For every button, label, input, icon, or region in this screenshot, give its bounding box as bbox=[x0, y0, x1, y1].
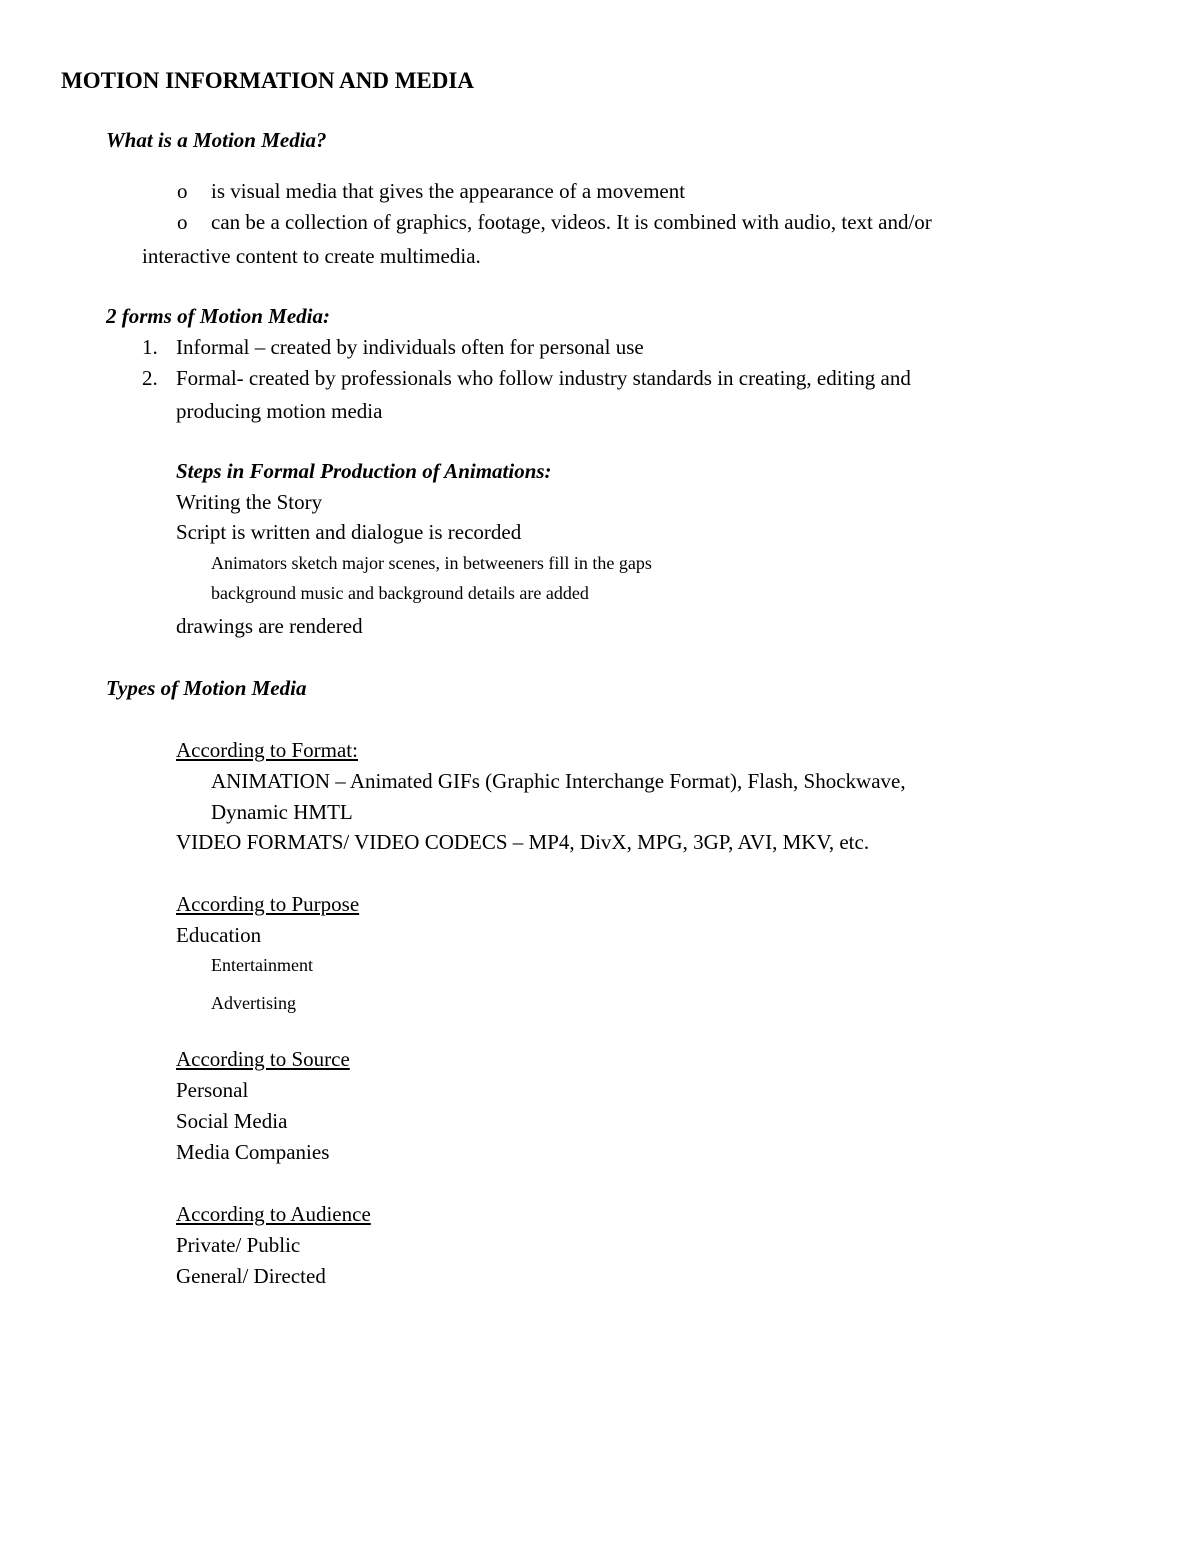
audience-item: General/ Directed bbox=[176, 1264, 326, 1288]
steps-item: drawings are rendered bbox=[176, 614, 363, 638]
forms-heading: 2 forms of Motion Media: bbox=[106, 304, 331, 328]
purpose-item: Entertainment bbox=[211, 955, 313, 975]
document-title: MOTION INFORMATION AND MEDIA bbox=[61, 68, 474, 93]
steps-item: background music and background details are added bbox=[211, 583, 589, 603]
audience-heading: According to Audience bbox=[176, 1202, 371, 1226]
types-heading: Types of Motion Media bbox=[106, 676, 307, 700]
format-animation-line-1: ANIMATION – Animated GIFs (Graphic Interchange Format), Flash, Shockwave, bbox=[211, 769, 906, 793]
list-number: 1. bbox=[142, 335, 158, 359]
bullet-marker: o bbox=[177, 179, 188, 203]
source-heading: According to Source bbox=[176, 1047, 350, 1071]
forms-item-1: Informal – created by individuals often for personal use bbox=[176, 335, 644, 359]
forms-item-2-line-1: Formal- created by professionals who follow industry standards in creating, editing and bbox=[176, 366, 911, 390]
what-is-bullet-2-line-1: can be a collection of graphics, footage, videos. It is combined with audio, text and/or bbox=[211, 210, 932, 234]
steps-item: Script is written and dialogue is recorded bbox=[176, 520, 522, 544]
audience-item: Private/ Public bbox=[176, 1233, 301, 1257]
bullet-marker: o bbox=[177, 210, 188, 234]
format-animation-line-2: Dynamic HMTL bbox=[211, 800, 353, 824]
purpose-heading: According to Purpose bbox=[176, 892, 360, 916]
list-number: 2. bbox=[142, 366, 158, 390]
what-is-heading: What is a Motion Media? bbox=[106, 128, 327, 152]
steps-heading: Steps in Formal Production of Animations: bbox=[176, 459, 552, 483]
source-item: Social Media bbox=[176, 1109, 288, 1133]
steps-item: Animators sketch major scenes, in betweeners fill in the gaps bbox=[211, 553, 652, 573]
source-item: Media Companies bbox=[176, 1140, 330, 1164]
source-item: Personal bbox=[176, 1078, 249, 1102]
what-is-bullet-1: is visual media that gives the appearance of a movement bbox=[211, 179, 686, 203]
format-heading: According to Format: bbox=[176, 738, 358, 762]
steps-item: Writing the Story bbox=[176, 490, 323, 514]
purpose-item: Education bbox=[176, 923, 262, 947]
purpose-item: Advertising bbox=[211, 993, 296, 1013]
format-video: VIDEO FORMATS/ VIDEO CODECS – MP4, DivX, MPG, 3GP, AVI, MKV, etc. bbox=[176, 830, 870, 854]
what-is-bullet-2-line-2: interactive content to create multimedia. bbox=[142, 244, 481, 268]
forms-item-2-line-2: producing motion media bbox=[176, 399, 383, 423]
